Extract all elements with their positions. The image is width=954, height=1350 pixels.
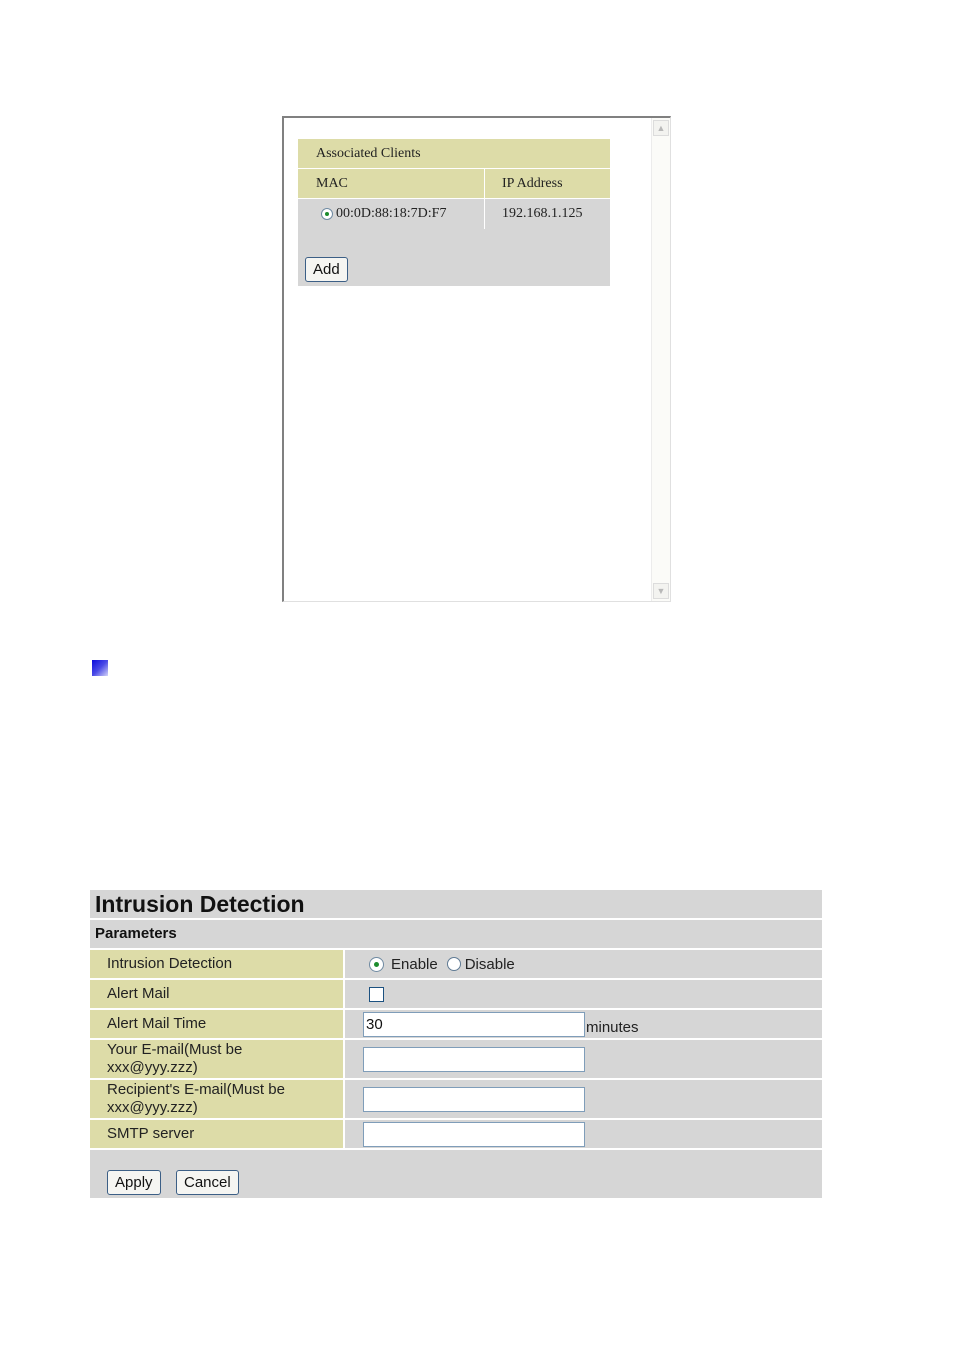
- intrusion-detection-row: [90, 950, 822, 980]
- recipient-email-row: [90, 1080, 822, 1120]
- section-title: Parameters: [90, 920, 822, 950]
- bullet-square-icon: [92, 660, 108, 676]
- intrusion-detection-label: Intrusion Detection: [90, 950, 345, 978]
- table-header-row: [298, 169, 610, 199]
- smtp-server-label: SMTP server: [90, 1120, 345, 1148]
- enable-radio[interactable]: [369, 957, 384, 972]
- recipient-email-value: [345, 1080, 822, 1118]
- associated-clients-table: [298, 139, 610, 286]
- minutes-unit: minutes: [586, 1018, 639, 1036]
- button-row: [298, 229, 610, 286]
- page-title: Intrusion Detection: [90, 890, 822, 920]
- vertical-scrollbar[interactable]: [651, 118, 670, 601]
- intrusion-detection-panel: [90, 890, 822, 1198]
- enable-label: Enable: [391, 955, 438, 973]
- mac-value: 00:0D:88:18:7D:F7: [336, 206, 447, 221]
- alert-mail-time-row: [90, 1010, 822, 1040]
- your-email-label-line1: Your E-mail(Must be: [107, 1041, 243, 1058]
- recipient-email-label-line1: Recipient's E-mail(Must be: [107, 1081, 285, 1098]
- add-button[interactable]: Add: [305, 257, 348, 282]
- alert-mail-row: [90, 980, 822, 1010]
- your-email-row: [90, 1040, 822, 1080]
- alert-mail-label: Alert Mail: [90, 980, 345, 1008]
- disable-label: Disable: [464, 955, 515, 973]
- alert-mail-time-label: Alert Mail Time: [90, 1010, 345, 1038]
- intrusion-detection-options: [345, 950, 822, 978]
- cancel-button[interactable]: Cancel: [176, 1170, 239, 1195]
- table-row: [298, 199, 610, 229]
- scroll-down-arrow-icon[interactable]: ▼: [653, 583, 669, 599]
- your-email-label-line2: xxx@yyy.zzz): [107, 1059, 198, 1076]
- recipient-email-input[interactable]: [363, 1087, 585, 1112]
- your-email-input[interactable]: [363, 1047, 585, 1072]
- associated-clients-window: [282, 116, 671, 602]
- alert-mail-time-input[interactable]: [363, 1012, 585, 1037]
- smtp-server-input[interactable]: [363, 1122, 585, 1147]
- column-header-ip: IP Address: [502, 175, 563, 191]
- your-email-label: [90, 1040, 345, 1078]
- smtp-server-row: [90, 1120, 822, 1150]
- client-select-radio[interactable]: [321, 208, 333, 220]
- recipient-email-label: [90, 1080, 345, 1118]
- ip-cell: 192.168.1.125: [502, 206, 583, 221]
- apply-button[interactable]: Apply: [107, 1170, 161, 1195]
- action-bar: [90, 1150, 822, 1198]
- smtp-server-value: [345, 1120, 822, 1148]
- your-email-value: [345, 1040, 822, 1078]
- alert-mail-checkbox[interactable]: [369, 987, 384, 1002]
- scroll-up-arrow-icon[interactable]: ▲: [653, 120, 669, 136]
- alert-mail-value: [345, 980, 822, 1008]
- mac-cell: [298, 199, 485, 229]
- alert-mail-time-value: [345, 1010, 822, 1038]
- recipient-email-label-line2: xxx@yyy.zzz): [107, 1099, 198, 1116]
- associated-clients-title: Associated Clients: [316, 145, 421, 161]
- disable-radio[interactable]: [447, 957, 461, 971]
- column-header-mac: MAC: [298, 169, 485, 198]
- table-title: [298, 139, 610, 169]
